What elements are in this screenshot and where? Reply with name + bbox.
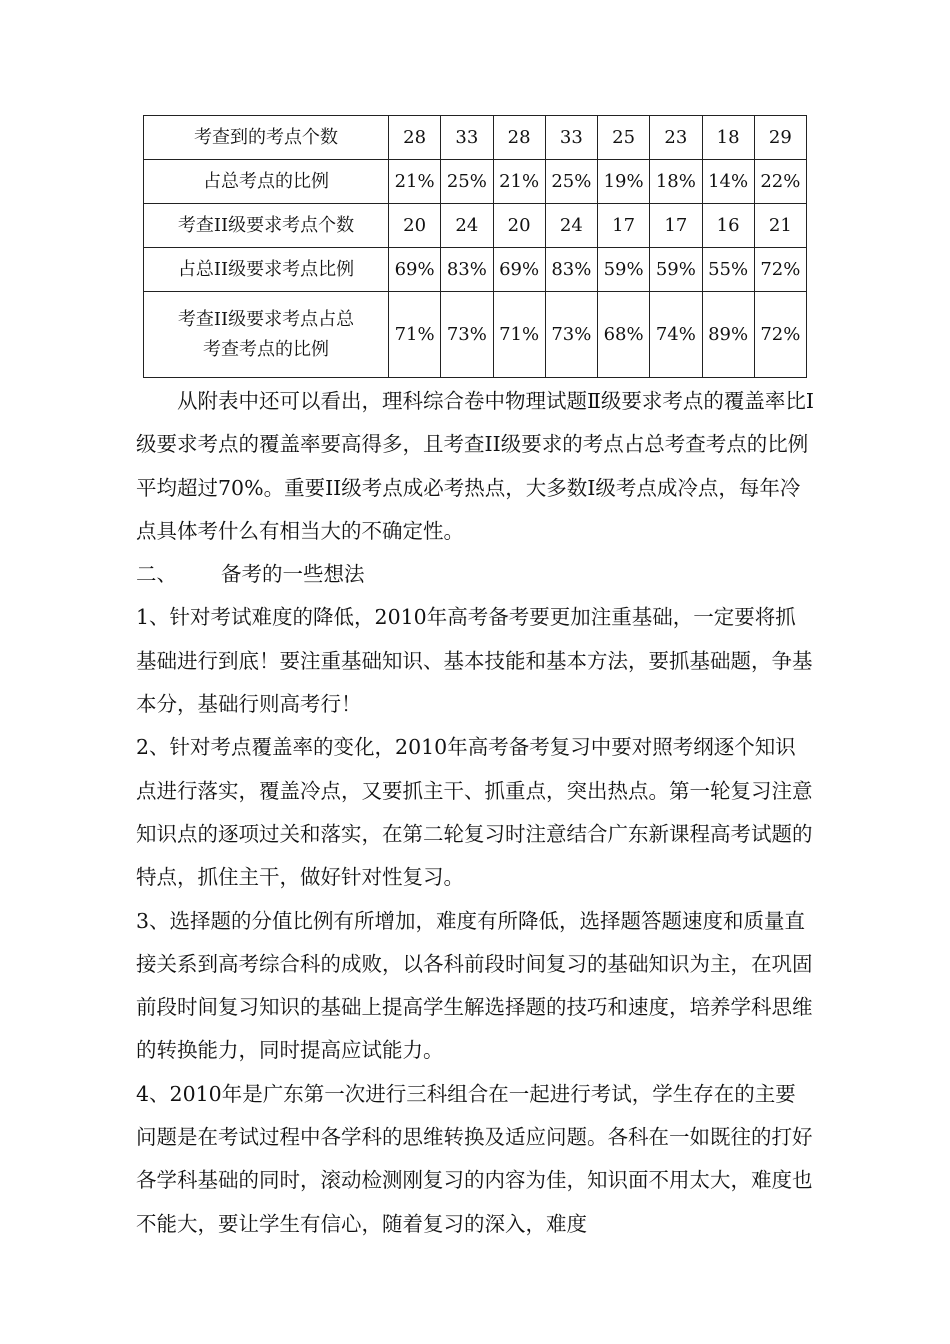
table-cell: 71%: [493, 292, 545, 378]
table-cell: 72%: [754, 292, 806, 378]
table-cell: 69%: [493, 248, 545, 292]
table-row: [144, 248, 807, 292]
table-cell: 59%: [650, 248, 702, 292]
row-label: 占总考点的比例: [144, 160, 389, 204]
table-row: [144, 160, 807, 204]
table-cell: 14%: [702, 160, 754, 204]
table-cell: 28: [389, 116, 441, 160]
table-cell: 23: [650, 116, 702, 160]
table-cell: 25: [598, 116, 650, 160]
table-cell: 83%: [545, 248, 597, 292]
table-cell: 22%: [754, 160, 806, 204]
table-cell: 73%: [441, 292, 493, 378]
table-cell: 20: [493, 204, 545, 248]
table-cell: 59%: [598, 248, 650, 292]
table-cell: 28: [493, 116, 545, 160]
table-cell: 24: [441, 204, 493, 248]
table-cell: 17: [650, 204, 702, 248]
row-label: 占总II级要求考点比例: [144, 248, 389, 292]
section-heading: [136, 553, 816, 596]
table-cell: 33: [545, 116, 597, 160]
table-cell: 25%: [545, 160, 597, 204]
table-cell: 68%: [598, 292, 650, 378]
table-cell: 21%: [389, 160, 441, 204]
table-cell: 24: [545, 204, 597, 248]
table-cell: 18: [702, 116, 754, 160]
table-cell: 25%: [441, 160, 493, 204]
table-cell: 20: [389, 204, 441, 248]
table-cell: 71%: [389, 292, 441, 378]
table-cell: 29: [754, 116, 806, 160]
body-text: [136, 380, 816, 1246]
table-row: [144, 292, 807, 378]
intro-paragraph: 从附表中还可以看出，理科综合卷中物理试题Ⅱ级要求考点的覆盖率比Ⅰ级要求考点的覆盖率要高得多，且考查II级要求的考点占总考查考点的比例平均超过70%。重要II级考点成必考热点，大多数Ⅰ级考点成冷点，每年冷点具体考什么有相当大的不确定性。: [136, 389, 815, 543]
table-cell: 21: [754, 204, 806, 248]
table-cell: 83%: [441, 248, 493, 292]
table-cell: 89%: [702, 292, 754, 378]
table-cell: 74%: [650, 292, 702, 378]
table-cell: 17: [598, 204, 650, 248]
table-cell: 21%: [493, 160, 545, 204]
table-cell: 16: [702, 204, 754, 248]
section-number: 二、: [136, 562, 177, 587]
table-row: [144, 116, 807, 160]
table-cell: 72%: [754, 248, 806, 292]
list-item: 1、针对考试难度的降低，2010年高考备考要更加注重基础，一定要将抓基础进行到底！要注重基础知识、基本技能和基本方法，要抓基础题，争基本分，基础行则高考行！: [136, 605, 813, 717]
table-cell: 33: [441, 116, 493, 160]
table-cell: 18%: [650, 160, 702, 204]
exam-points-table: [143, 115, 807, 378]
list-item: 3、选择题的分值比例有所增加，难度有所降低，选择题答题速度和质量直接关系到高考综合科的成败，以各科前段时间复习的基础知识为主，在巩固前段时间复习知识的基础上提高学生解选择题的技巧和速度，培养学科思维的转换能力，同时提高应试能力。: [136, 908, 813, 1063]
row-label: [144, 292, 389, 378]
table-cell: 55%: [702, 248, 754, 292]
row-label-line: 考查考点的比例: [203, 338, 329, 360]
row-label: 考查到的考点个数: [144, 116, 389, 160]
list-item: 2、针对考点覆盖率的变化，2010年高考备考复习中要对照考纲逐个知识点进行落实，覆盖冷点，又要抓主干、抓重点，突出热点。第一轮复习注意知识点的逐项过关和落实，在第二轮复习时注意结合广东新课程高考试题的特点，抓住主干，做好针对性复习。: [136, 735, 813, 890]
row-label: 考查II级要求考点个数: [144, 204, 389, 248]
row-label-line: 考查II级要求考点占总: [177, 308, 355, 330]
table-cell: 19%: [598, 160, 650, 204]
list-item: 4、2010年是广东第一次进行三科组合在一起进行考试，学生存在的主要问题是在考试过程中各学科的思维转换及适应问题。各科在一如既往的打好各学科基础的同时，滚动检测刚复习的内容为佳，知识面不用太大，难度也不能大，要让学生有信心，随着复习的深入，难度: [136, 1081, 813, 1236]
table-row: [144, 204, 807, 248]
section-title: 备考的一些想法: [221, 562, 365, 587]
table-cell: 69%: [389, 248, 441, 292]
table-cell: 73%: [545, 292, 597, 378]
